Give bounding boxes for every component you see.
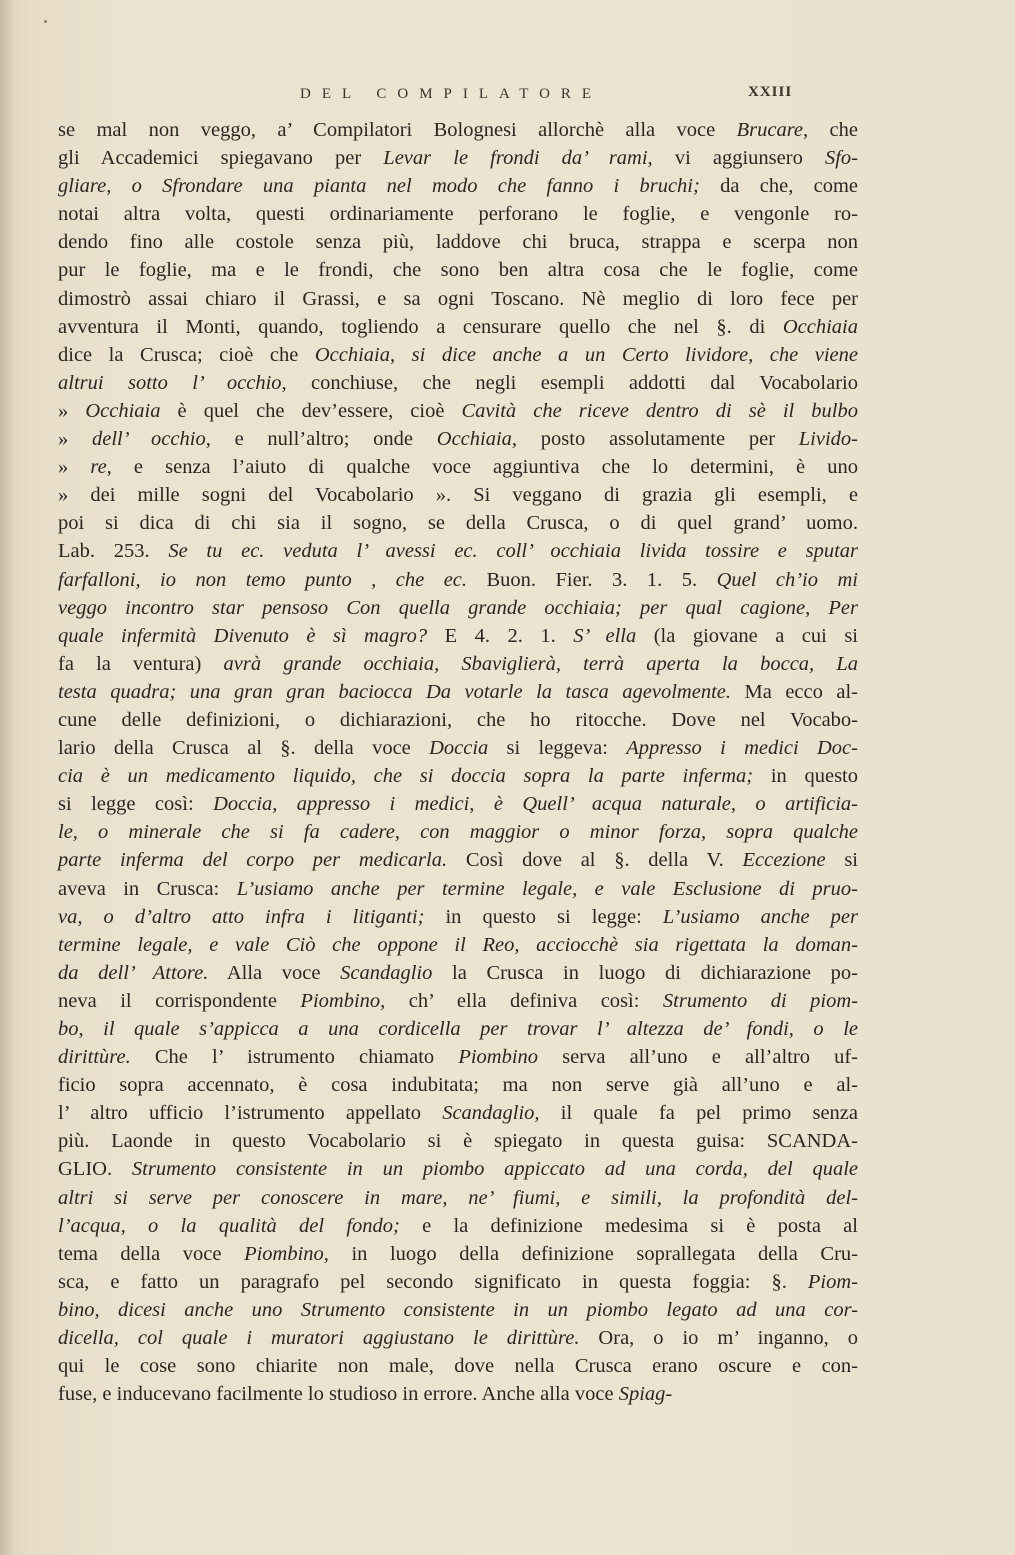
- roman-text: ficio sopra accennato, è cosa indubitata; ma non serve già all’uno e al-: [58, 1074, 858, 1097]
- roman-text: conchiuse, che negli esempli addotti dal Vocabolario: [286, 371, 858, 394]
- roman-text: poi si dica di chi sia il sogno, se della Crusca, o di quel grand’ uomo.: [58, 512, 858, 535]
- text-line: [58, 1184, 858, 1212]
- text-line: [58, 734, 858, 762]
- roman-text: Ma ecco al-: [731, 680, 859, 703]
- italic-text: Se tu ec. veduta l’ avessi ec. coll’ occhiaia livida tossire e sputar: [168, 540, 859, 563]
- roman-text: il quale fa pel primo senza: [539, 1102, 859, 1125]
- roman-text: Buon. Fier. 3. 1. 5.: [467, 568, 717, 591]
- text-line: [58, 453, 858, 481]
- roman-text: Che l’ istrumento chiamato: [130, 1046, 459, 1069]
- text-line: [58, 1212, 858, 1240]
- roman-text: avventura il Monti, quando, togliendo a censurare quello che nel §. di: [58, 315, 783, 338]
- page-number: XXIII: [748, 84, 793, 100]
- italic-text: L’usiamo anche per termine legale, e vale Esclusione di pruo-: [236, 877, 858, 900]
- text-line: [58, 1155, 858, 1183]
- paper-speck: [44, 20, 47, 23]
- text-line: [58, 959, 858, 987]
- roman-text: » dei mille sogni del Vocabolario ». Si veggano di grazia gli esempli, e: [58, 484, 858, 507]
- italic-text: Scandaglio: [340, 961, 433, 984]
- roman-text: Lab. 253.: [58, 540, 169, 563]
- roman-text: neva il corrispondente: [58, 989, 301, 1012]
- roman-text: Così dove al §. della V.: [447, 849, 743, 872]
- italic-text: le, o minerale che si fa cadere, con maggior o minor forza, sopra qualche: [58, 821, 858, 844]
- roman-text: (la giovane a cui si: [636, 624, 859, 647]
- roman-text: e null’altro; onde: [210, 428, 437, 451]
- roman-text: notai altra volta, questi ordinariamente perforano le foglie, e vengonle ro-: [58, 203, 858, 226]
- text-line: [58, 425, 858, 453]
- text-line: [58, 987, 858, 1015]
- italic-text: re,: [90, 456, 112, 479]
- roman-text: ch’ ella definiva così:: [385, 989, 663, 1012]
- text-line: [58, 846, 858, 874]
- italic-text: bino, dicesi anche uno Strumento consistente in un piombo legato ad una cor-: [58, 1298, 858, 1321]
- roman-text: gli Accademici spiegavano per: [58, 147, 384, 170]
- roman-text: »: [58, 399, 86, 422]
- text-line: [58, 678, 858, 706]
- italic-text: bo, il quale s’appicca a una cordicella per trovar l’ altezza de’ fondi, o le: [58, 1018, 858, 1040]
- roman-text: serva all’uno e all’altro uf-: [538, 1046, 858, 1069]
- text-line: [58, 116, 858, 144]
- italic-text: Livido-: [798, 428, 858, 451]
- text-line: [58, 1240, 858, 1268]
- roman-text: se mal non veggo, a’ Compilatori Bolognesi allorchè alla voce: [58, 119, 737, 141]
- roman-text: fa la ventura): [58, 652, 224, 675]
- roman-text: lario della Crusca al §. della voce: [58, 737, 430, 760]
- italic-text: Eccezione: [742, 849, 826, 872]
- roman-text: l’ altro ufficio l’istrumento appellato: [58, 1102, 443, 1125]
- italic-text: Piom-: [807, 1270, 858, 1293]
- italic-text: Piombino,: [300, 989, 386, 1012]
- italic-text: Spiag-: [618, 1383, 673, 1406]
- italic-text: Piombino,: [244, 1242, 329, 1265]
- roman-text: dendo fino alle costole senza più, laddove chi bruca, strappa e scerpa non: [58, 231, 858, 254]
- text-line: [58, 228, 858, 256]
- text-line: [58, 931, 858, 959]
- italic-text: veggo incontro star pensoso Con quella grande occhiaia; per qual cagione, Per: [58, 596, 858, 619]
- text-line: [58, 369, 858, 397]
- text-line: [58, 1015, 858, 1043]
- italic-text: cia è un medicamento liquido, che si doccia sopra la parte inferma;: [58, 765, 754, 788]
- text-line: [58, 1071, 858, 1099]
- roman-text: che: [808, 119, 858, 141]
- italic-text: dirittùre.: [58, 1046, 131, 1069]
- italic-text: termine legale, e vale Ciò che oppone il Reo, acciocchè sia rigettata la doman-: [58, 933, 858, 956]
- italic-text: dicella, col quale i muratori aggiustano le dirittùre.: [58, 1327, 580, 1350]
- roman-text: E 4. 2. 1.: [427, 624, 574, 647]
- text-line: [58, 594, 858, 622]
- roman-text: »: [58, 456, 91, 479]
- italic-text: farfalloni, io non temo punto , che ec.: [58, 568, 468, 591]
- italic-text: Sfo-: [824, 147, 858, 170]
- roman-text: pur le foglie, ma e le frondi, che sono ben altra cosa che le foglie, come: [58, 259, 858, 282]
- running-head: DEL COMPILATORE: [300, 86, 603, 102]
- italic-text: Occhiaia,: [436, 428, 518, 451]
- body-text: [58, 116, 858, 1408]
- italic-text: gliare, o Sfrondare una pianta nel modo che fanno i bruchi;: [58, 175, 700, 198]
- roman-text: si: [825, 849, 858, 872]
- text-line: [58, 341, 858, 369]
- roman-text: Ora, o io m’ inganno, o: [579, 1327, 858, 1350]
- italic-text: avrà grande occhiaia, Sbaviglierà, terrà aperta la bocca, La: [223, 652, 858, 675]
- roman-text: la Crusca in luogo di dichiarazione po-: [432, 961, 858, 984]
- roman-text: in questo: [753, 765, 858, 788]
- roman-text: da che, come: [699, 175, 858, 198]
- text-line: [58, 1296, 858, 1324]
- text-line: [58, 790, 858, 818]
- text-line: [58, 650, 858, 678]
- italic-text: Occhiaia: [85, 399, 161, 422]
- text-line: [58, 622, 858, 650]
- italic-text: Levar le frondi da’ rami,: [383, 147, 653, 170]
- italic-text: Piombino: [458, 1046, 539, 1069]
- text-line: [58, 566, 858, 594]
- text-line: [58, 1324, 858, 1352]
- roman-text: Alla voce: [208, 961, 341, 984]
- text-line: [58, 509, 858, 537]
- italic-text: L’usiamo anche per: [662, 905, 858, 928]
- italic-text: va, o d’altro atto infra i litiganti;: [58, 905, 425, 928]
- roman-text: in luogo della definizione soprallegata della Cru-: [328, 1242, 858, 1265]
- roman-text: vi aggiunsero: [652, 147, 825, 170]
- italic-text: Doccia, appresso i medici, è Quell’ acqua naturale, o artificia-: [213, 793, 858, 816]
- italic-text: quale infermità Divenuto è sì magro?: [58, 624, 428, 647]
- italic-text: Occhiaia, si dice anche a un Certo lividore, che viene: [314, 343, 859, 366]
- italic-text: Occhiaia: [782, 315, 858, 338]
- text-line: [58, 1043, 858, 1071]
- roman-text: più. Laonde in questo Vocabolario si è spiegato in questa guisa: SCANDA-: [58, 1130, 858, 1153]
- roman-text: dimostrò assai chiaro il Grassi, e sa ogni Toscano. Nè meglio di loro fece per: [58, 287, 858, 310]
- italic-text: Cavità che riceve dentro di sè il bulbo: [461, 399, 859, 422]
- italic-text: Doccia: [429, 737, 489, 760]
- roman-text: posto assolutamente per: [517, 428, 799, 451]
- text-line: [58, 1380, 858, 1408]
- text-line: [58, 706, 858, 734]
- italic-text: parte inferma del corpo per medicarla.: [58, 849, 448, 872]
- roman-text: si leggeva:: [488, 737, 627, 760]
- text-line: [58, 481, 858, 509]
- text-line: [58, 256, 858, 284]
- italic-text: l’acqua, o la qualità del fondo;: [58, 1214, 400, 1237]
- roman-text: »: [58, 428, 92, 451]
- roman-text: e la definizione medesima si è posta al: [399, 1214, 858, 1237]
- italic-text: dell’ occhio,: [92, 428, 211, 451]
- roman-text: in questo si legge:: [424, 905, 663, 928]
- roman-text: fuse, e inducevano facilmente lo studioso in errore. Anche alla voce: [58, 1383, 619, 1406]
- text-line: [58, 762, 858, 790]
- italic-text: S’ ella: [573, 624, 637, 647]
- italic-text: Brucare,: [736, 119, 809, 141]
- text-line: [58, 875, 858, 903]
- text-line: [58, 172, 858, 200]
- roman-text: GLIO.: [58, 1158, 132, 1181]
- gutter-shadow: [0, 0, 14, 1555]
- italic-text: da dell’ Attore.: [58, 961, 209, 984]
- roman-text: è quel che dev’essere, cioè: [160, 399, 462, 422]
- text-line: [58, 144, 858, 172]
- roman-text: tema della voce: [58, 1242, 245, 1265]
- text-line: [58, 818, 858, 846]
- roman-text: aveva in Crusca:: [58, 877, 237, 900]
- text-line: [58, 903, 858, 931]
- text-line: [58, 285, 858, 313]
- italic-text: altri si serve per conoscere in mare, ne’ fiumi, e simili, la profondità del-: [58, 1186, 858, 1209]
- roman-text: dice la Crusca; cioè che: [58, 343, 315, 366]
- roman-text: cune delle definizioni, o dichiarazioni, che ho ritocche. Dove nel Vocabo-: [58, 708, 858, 731]
- italic-text: altrui sotto l’ occhio,: [58, 371, 287, 394]
- text-line: [58, 537, 858, 565]
- text-line: [58, 200, 858, 228]
- roman-text: si legge così:: [58, 793, 214, 816]
- italic-text: Strumento di piom-: [662, 989, 858, 1012]
- text-line: [58, 1127, 858, 1155]
- italic-text: testa quadra; una gran gran baciocca Da votarle la tasca agevolmente.: [58, 680, 732, 703]
- text-line: [58, 1099, 858, 1127]
- text-line: [58, 397, 858, 425]
- text-line: [58, 1352, 858, 1380]
- italic-text: Scandaglio,: [442, 1102, 540, 1125]
- text-line: [58, 1268, 858, 1296]
- italic-text: Strumento consistente in un piombo appiccato ad una corda, del quale: [131, 1158, 858, 1181]
- italic-text: Quel ch’io mi: [716, 568, 858, 591]
- roman-text: qui le cose sono chiarite non male, dove nella Crusca erano oscure e con-: [58, 1355, 858, 1378]
- roman-text: sca, e fatto un paragrafo pel secondo significato in questa foggia: §.: [58, 1270, 808, 1293]
- roman-text: e senza l’aiuto di qualche voce aggiuntiva che lo determini, è uno: [111, 456, 859, 479]
- text-line: [58, 313, 858, 341]
- italic-text: Appresso i medici Doc-: [626, 737, 858, 760]
